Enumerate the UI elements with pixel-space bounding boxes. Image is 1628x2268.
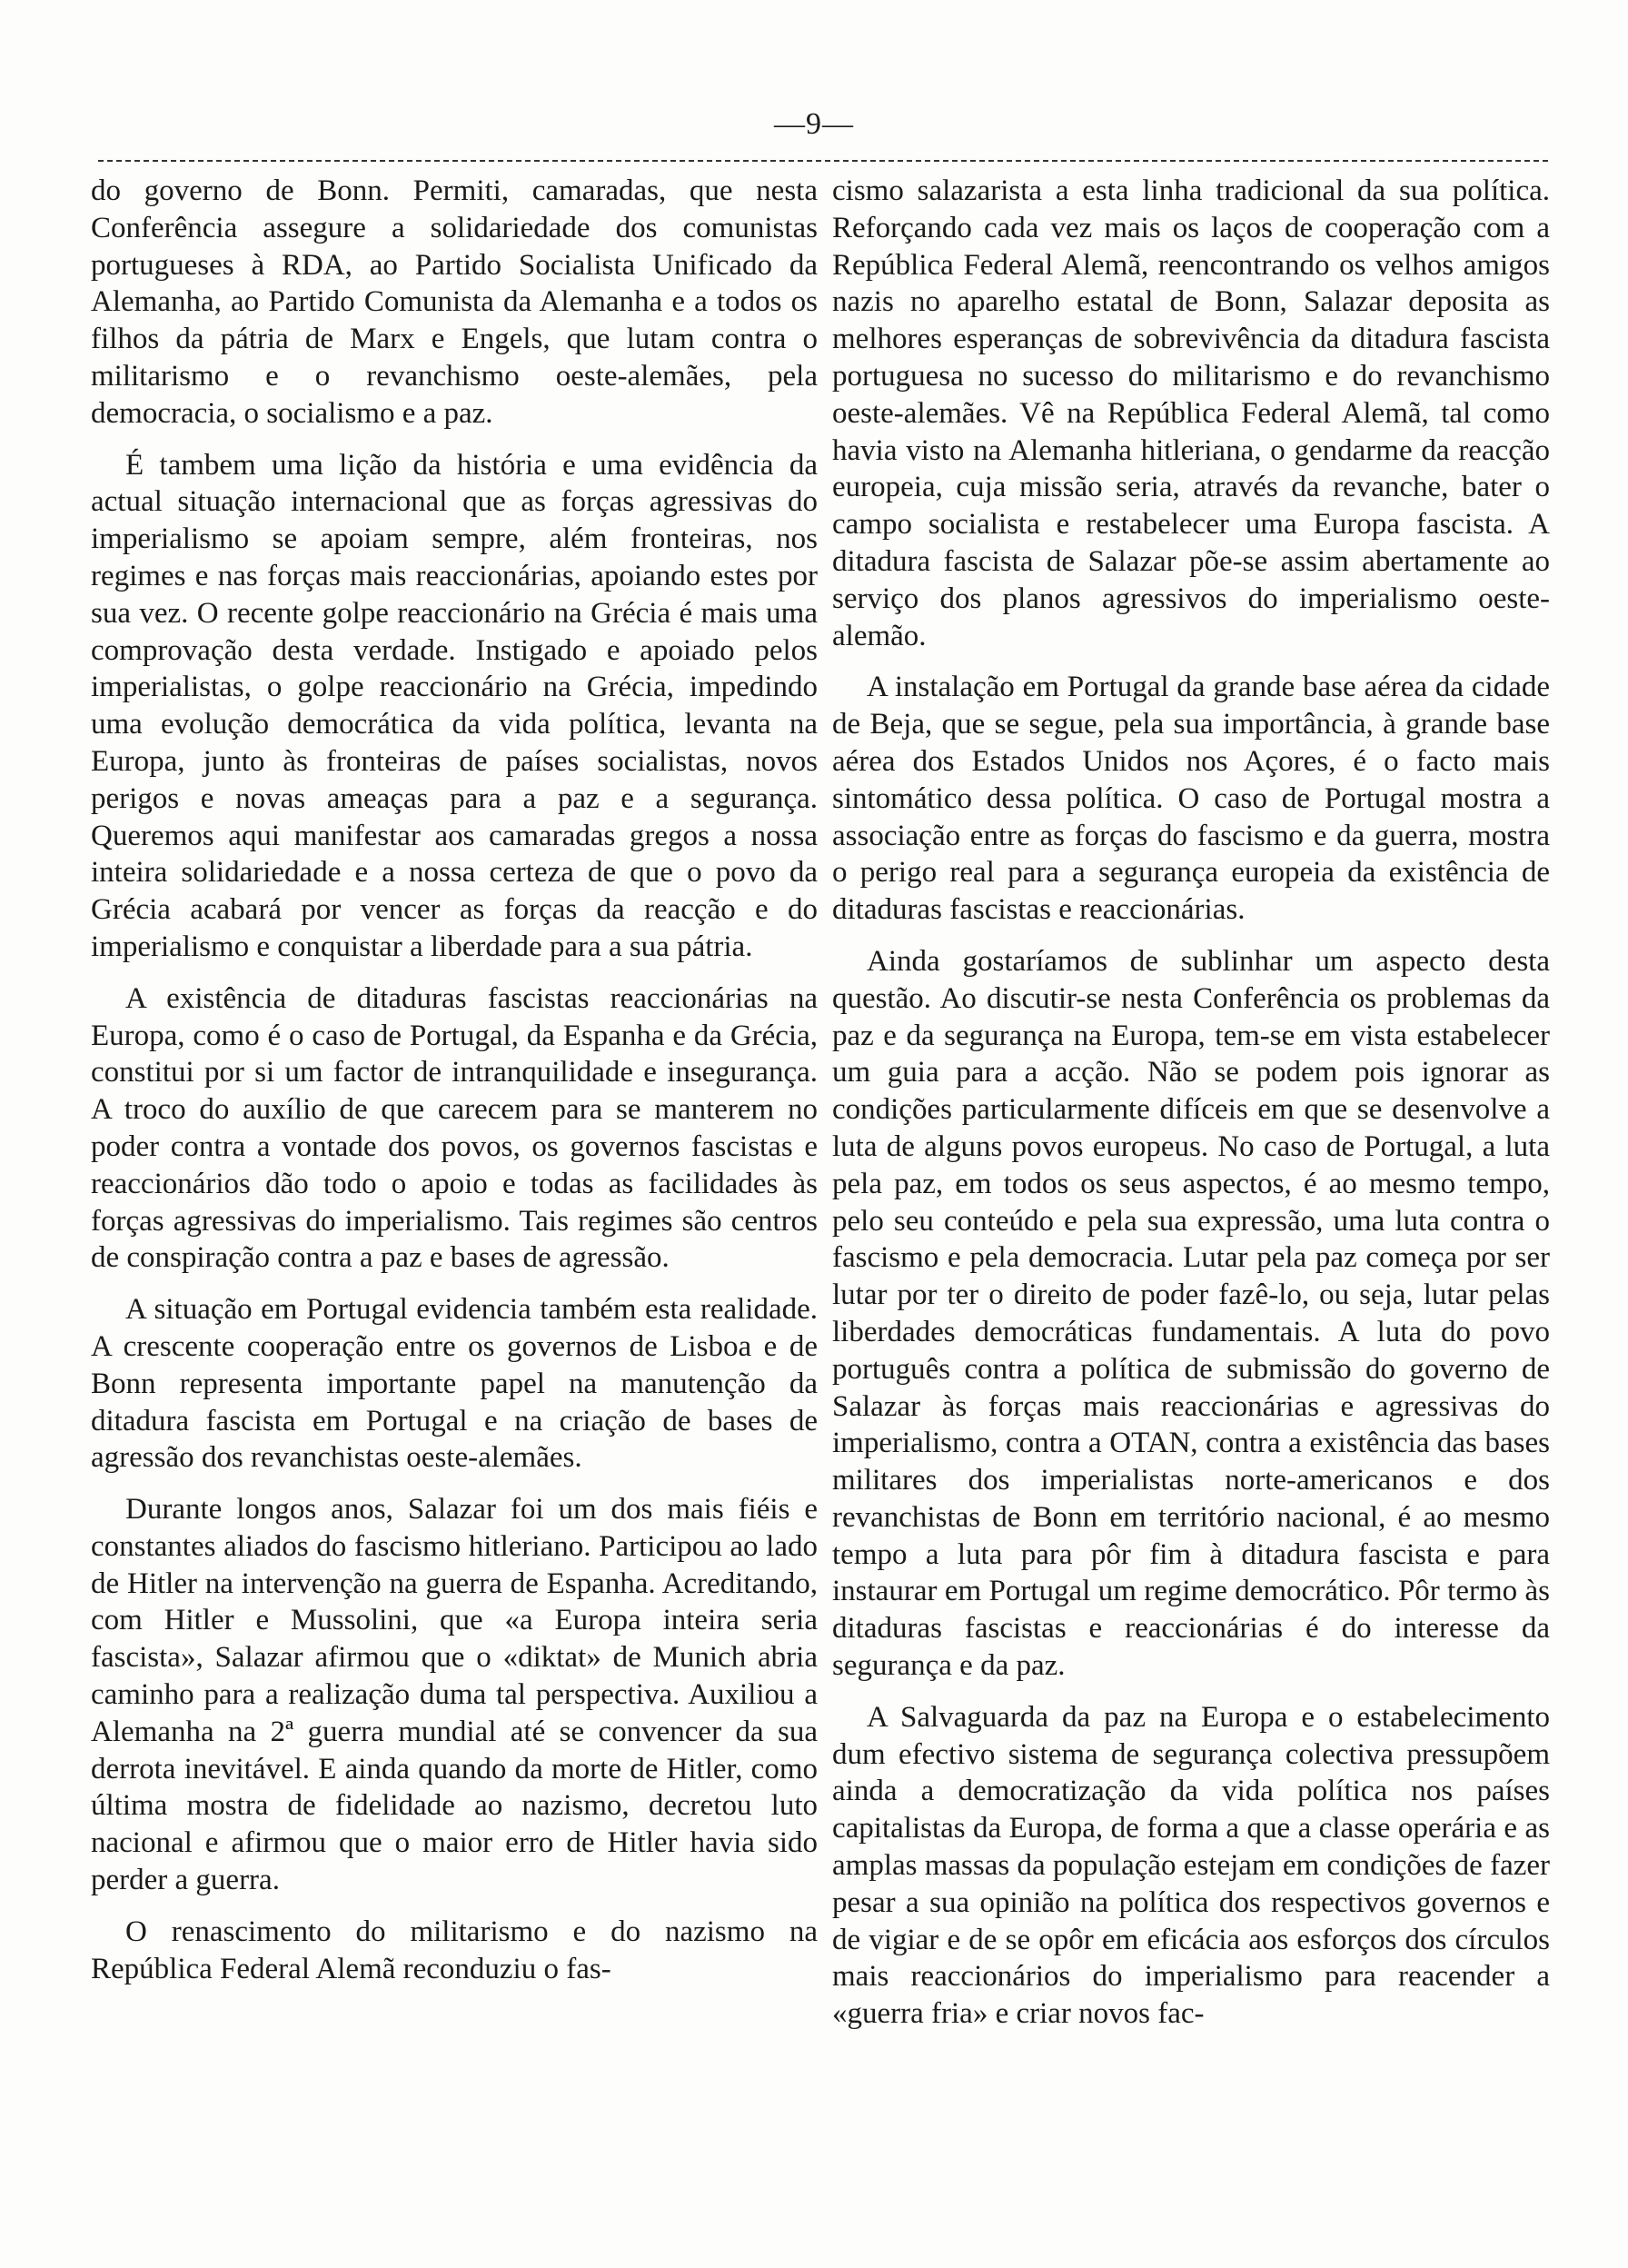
- left-column: [91, 173, 818, 2002]
- left-paragraph-6: O renascimento do militarismo e do nazismo na República Federal Alemã reconduziu o fas-: [91, 1915, 818, 1985]
- left-paragraph-4: A situação em Portugal evidencia também esta realidade. A crescente cooperação entre os governos de Lisboa e de Bonn representa importante papel na manutenção da ditadura fascista em Portugal e na criação de bases de agressão dos revanchistas oeste-alemães.: [91, 1293, 818, 1475]
- page-number: —9—: [774, 107, 854, 141]
- left-paragraph-1: do governo de Bonn. Permiti, camaradas, que nesta Conferência assegure a solidariedade dos comunistas portugueses à RDA, ao Partido Socialista Unificado da Alemanha, ao Partido Comunista da Alemanha e a todos os filhos da pátria de Marx e Engels, que lutam contra o militarismo e o revanchismo oeste-alemães, pela democracia, o socialismo e a paz.: [91, 174, 818, 430]
- right-paragraph-3: Ainda gostaríamos de sublinhar um aspecto desta questão. Ao discutir-se nesta Conferência os problemas da paz e da segurança na Europa, tem-se em vista estabelecer um guia para a acção. Não se podem pois ignorar as condições particularmente difíceis em que se desenvolve a luta de alguns povos europeus. No caso de Portugal, a luta pela paz, em todos os seus aspectos, é ao mesmo tempo, pelo seu conteúdo e pela sua expressão, uma luta contra o fascismo e pela democracia. Lutar pela paz começa por ser lutar por ter o direito de poder fazê-lo, ou seja, lutar pelas liberdades democráticas fundamentais. A luta do povo português contra a política de submissão do governo de Salazar às forças mais reaccionárias e agressivas do imperialismo, contra a OTAN, contra a existência das bases militares dos imperialistas norte-americanos e dos revanchistas de Bonn em território nacional, é ao mesmo tempo a luta para pôr fim à ditadura fascista e para instaurar em Portugal um regime democrático. Pôr termo às ditaduras fascistas e reaccionárias é do interesse da segurança e da paz.: [832, 944, 1550, 1683]
- header-divider: [98, 160, 1548, 162]
- right-paragraph-1: cismo salazarista a esta linha tradicional da sua política. Reforçando cada vez mais os laços de cooperação com a República Federal Alemã, reencontrando os velhos amigos nazis no aparelho estatal de Bonn, Salazar deposita as melhores esperanças de sobrevivência da ditadura fascista portuguesa no sucesso do militarismo e do revanchismo oeste-alemães. Vê na República Federal Alemã, tal como havia visto na Alemanha hitleriana, o gendarme da reacção europeia, cuja missão seria, através da revanche, bater o campo socialista e restabelecer uma Europa fascista. A ditadura fascista de Salazar põe-se assim abertamente ao serviço dos planos agressivos do imperialismo oeste-alemão.: [832, 174, 1550, 652]
- right-paragraph-4: A Salvaguarda da paz na Europa e o estabelecimento dum efectivo sistema de segurança colectiva pressupõem ainda a democratização da vida política nos países capitalistas da Europa, de forma a que a classe operária e as amplas massas da população estejam em condições de fazer pesar a sua opinião na política dos respectivos governos e de vigiar e de se opôr em eficácia aos esforços dos círculos mais reaccionários do imperialismo para reacender a «guerra fria» e criar novos fac-: [832, 1700, 1550, 2031]
- right-paragraph-2: A instalação em Portugal da grande base aérea da cidade de Beja, que se segue, pela sua importância, à grande base aérea dos Estados Unidos nos Açores, é o facto mais sintomático dessa política. O caso de Portugal mostra a associação entre as forças do fascismo e da guerra, mostra o perigo real para a segurança europeia da existência de ditaduras fascistas e reaccionárias.: [832, 671, 1550, 927]
- left-paragraph-3: A existência de ditaduras fascistas reaccionárias na Europa, como é o caso de Portugal, da Espanha e da Grécia, constitui por si um factor de intranquilidade e insegurança. A troco do auxílio de que carecem para se manterem no poder contra a vontade dos povos, os governos fascistas e reaccionários dão todo o apoio e todas as facilidades às forças agressivas do imperialismo. Tais regimes são centros de conspiração contra a paz e bases de agressão.: [91, 981, 818, 1275]
- left-paragraph-5: Durante longos anos, Salazar foi um dos mais fiéis e constantes aliados do fascismo hitleriano. Participou ao lado de Hitler na intervenção na guerra de Espanha. Acreditando, com Hitler e Mussolini, que «a Europa inteira seria fascista», Salazar afirmou que o «diktat» de Munich abria caminho para a realização duma tal perspectiva. Auxiliou a Alemanha na 2ª guerra mundial até se convencer da sua derrota inevitável. E ainda quando da morte de Hitler, como última mostra de fidelidade ao nazismo, decretou luto nacional e afirmou que o maior erro de Hitler havia sido perder a guerra.: [91, 1493, 818, 1897]
- left-paragraph-2: É tambem uma lição da história e uma evidência da actual situação internacional que as forças agressivas do imperialismo se apoiam sempre, além fronteiras, nos regimes e nas forças mais reaccionárias, apoiando estes por sua vez. O recente golpe reaccionário na Grécia é mais uma comprovação desta verdade. Instigado e apoiado pelos imperialistas, o golpe reaccionário na Grécia, impedindo uma evolução democrática da vida política, levanta na Europa, junto às fronteiras de países socialistas, novos perigos e novas ameaças para a paz e a segurança. Queremos aqui manifestar aos camaradas gregos a nossa inteira solidariedade e a nossa certeza de que o povo da Grécia acabará por vencer as forças da reacção e do imperialismo e conquistar a liberdade para a sua pátria.: [91, 448, 818, 963]
- right-column: [832, 173, 1550, 2047]
